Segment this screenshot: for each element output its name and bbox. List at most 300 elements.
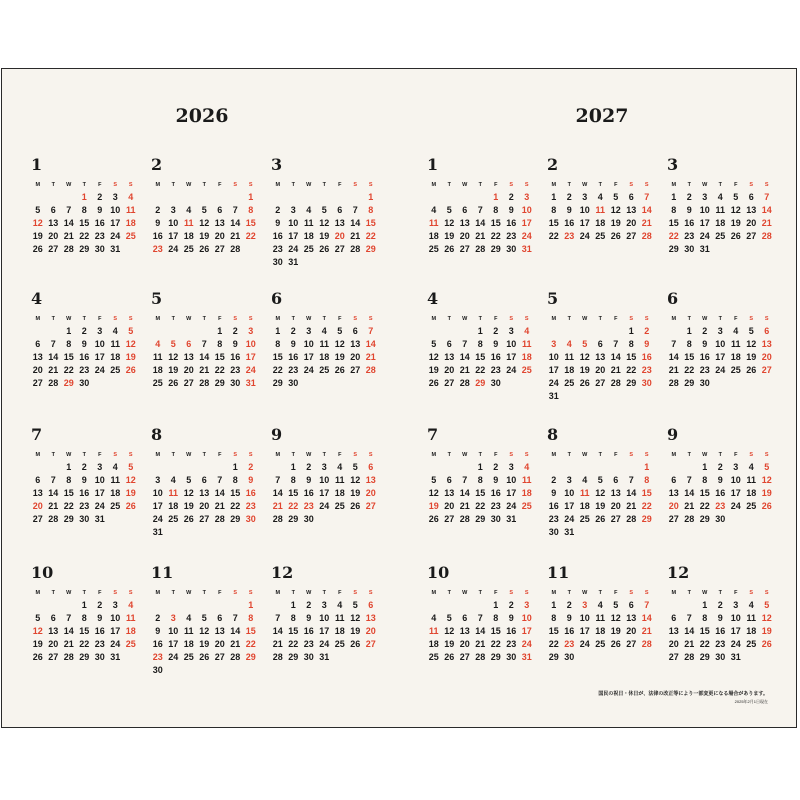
day-cell: 4 bbox=[170, 475, 176, 485]
day-cell: 20 bbox=[350, 352, 361, 362]
empty-cell bbox=[442, 325, 458, 338]
day-grid bbox=[666, 449, 776, 526]
weekday-header: M bbox=[155, 452, 161, 458]
day-cell: 30 bbox=[684, 244, 695, 254]
day-cell: 23 bbox=[506, 231, 517, 241]
day-cell: 7 bbox=[50, 475, 56, 485]
day-cell: 28 bbox=[641, 231, 652, 241]
footnote bbox=[598, 690, 768, 705]
day-cell: 3 bbox=[566, 475, 572, 485]
day-cell: 25 bbox=[319, 365, 330, 375]
day-cell: 20 bbox=[668, 639, 679, 649]
empty-cell bbox=[546, 325, 562, 338]
day-cell: 15 bbox=[230, 488, 241, 498]
day-cell: 18 bbox=[595, 218, 606, 228]
day-cell: 31 bbox=[319, 652, 330, 662]
empty-cell bbox=[181, 325, 197, 338]
day-cell: 10 bbox=[579, 613, 590, 623]
weekday-header: W bbox=[582, 182, 588, 188]
day-cell: 25 bbox=[715, 231, 726, 241]
day-cell: 11 bbox=[715, 205, 725, 215]
day-grid bbox=[270, 587, 380, 664]
day-cell: 23 bbox=[699, 365, 710, 375]
day-cell: 5 bbox=[321, 205, 327, 215]
weekday-header: F bbox=[614, 452, 618, 458]
day-cell: 4 bbox=[337, 600, 343, 610]
empty-cell bbox=[457, 325, 473, 338]
day-cell: 21 bbox=[668, 365, 679, 375]
day-cell: 2 bbox=[248, 462, 254, 472]
empty-cell bbox=[666, 325, 682, 338]
empty-cell bbox=[228, 191, 244, 204]
empty-cell bbox=[286, 191, 302, 204]
day-cell: 12 bbox=[730, 205, 741, 215]
day-cell: 12 bbox=[199, 218, 210, 228]
day-cell: 31 bbox=[288, 257, 299, 267]
day-cell: 14 bbox=[63, 218, 74, 228]
day-cell: 30 bbox=[490, 378, 501, 388]
day-cell: 11 bbox=[428, 626, 439, 636]
weekday-header: T bbox=[171, 590, 175, 596]
weekday-header: S bbox=[113, 182, 118, 188]
weekday-header: M bbox=[155, 590, 161, 596]
empty-cell bbox=[150, 191, 166, 204]
empty-cell bbox=[166, 325, 182, 338]
day-cell: 26 bbox=[428, 378, 439, 388]
weekday-header: T bbox=[687, 316, 691, 322]
weekday-header: F bbox=[734, 316, 738, 322]
day-cell: 19 bbox=[32, 231, 43, 241]
weekday-header: T bbox=[322, 316, 326, 322]
day-cell: 13 bbox=[214, 218, 225, 228]
day-cell: 29 bbox=[641, 514, 652, 524]
day-cell: 1 bbox=[81, 192, 87, 202]
day-cell: 4 bbox=[186, 613, 192, 623]
empty-cell bbox=[61, 599, 77, 612]
day-cell: 8 bbox=[290, 475, 296, 485]
day-cell: 25 bbox=[125, 231, 136, 241]
day-cell: 4 bbox=[186, 205, 192, 215]
day-cell: 5 bbox=[35, 205, 41, 215]
day-cell: 23 bbox=[272, 244, 283, 254]
day-cell: 8 bbox=[493, 205, 499, 215]
weekday-header: T bbox=[291, 316, 295, 322]
day-cell: 9 bbox=[717, 475, 723, 485]
day-cell: 20 bbox=[214, 639, 225, 649]
day-cell: 21 bbox=[199, 365, 210, 375]
weekday-header: S bbox=[764, 182, 769, 188]
empty-cell bbox=[46, 325, 62, 338]
day-cell: 24 bbox=[319, 639, 330, 649]
day-cell: 8 bbox=[628, 339, 634, 349]
day-cell: 10 bbox=[110, 613, 121, 623]
day-cell: 19 bbox=[428, 365, 439, 375]
weekday-header: M bbox=[431, 316, 437, 322]
day-cell: 25 bbox=[334, 639, 345, 649]
day-cell: 26 bbox=[334, 365, 345, 375]
day-cell: 14 bbox=[48, 488, 59, 498]
day-cell: 17 bbox=[303, 352, 314, 362]
day-cell: 15 bbox=[668, 218, 679, 228]
day-cell: 30 bbox=[548, 527, 559, 537]
day-cell: 9 bbox=[566, 205, 572, 215]
weekday-header: S bbox=[524, 182, 529, 188]
day-cell: 1 bbox=[290, 600, 296, 610]
day-cell: 6 bbox=[462, 613, 468, 623]
day-cell: 1 bbox=[671, 192, 677, 202]
day-cell: 6 bbox=[337, 205, 343, 215]
day-cell: 29 bbox=[699, 652, 710, 662]
day-cell: 27 bbox=[668, 652, 679, 662]
weekday-header: F bbox=[494, 452, 498, 458]
day-cell: 24 bbox=[715, 365, 726, 375]
day-cell: 4 bbox=[155, 339, 161, 349]
weekday-header: T bbox=[51, 590, 55, 596]
weekday-header: M bbox=[431, 590, 437, 596]
day-cell: 11 bbox=[125, 205, 136, 215]
month-2026-5 bbox=[150, 289, 260, 390]
day-cell: 12 bbox=[350, 613, 361, 623]
day-cell: 28 bbox=[214, 514, 225, 524]
day-grid bbox=[546, 449, 656, 539]
day-cell: 15 bbox=[684, 352, 695, 362]
day-cell: 4 bbox=[748, 600, 754, 610]
day-cell: 12 bbox=[125, 475, 136, 485]
day-cell: 6 bbox=[201, 475, 207, 485]
day-cell: 6 bbox=[597, 339, 603, 349]
day-cell: 21 bbox=[230, 231, 241, 241]
day-grid bbox=[270, 313, 380, 390]
day-cell: 24 bbox=[152, 514, 163, 524]
weekday-header: M bbox=[155, 316, 161, 322]
day-cell: 30 bbox=[715, 652, 726, 662]
day-cell: 25 bbox=[168, 514, 179, 524]
empty-cell bbox=[332, 191, 348, 204]
empty-cell bbox=[608, 325, 624, 338]
weekday-header: F bbox=[98, 182, 102, 188]
day-cell: 16 bbox=[715, 488, 726, 498]
day-cell: 14 bbox=[272, 626, 283, 636]
weekday-header: S bbox=[749, 182, 754, 188]
day-cell: 17 bbox=[319, 488, 330, 498]
day-cell: 30 bbox=[79, 514, 90, 524]
day-cell: 27 bbox=[626, 231, 637, 241]
day-cell: 2 bbox=[493, 462, 499, 472]
month-number: 2 bbox=[547, 155, 559, 174]
day-cell: 7 bbox=[275, 613, 281, 623]
day-grid bbox=[666, 587, 776, 664]
weekday-header: S bbox=[353, 590, 358, 596]
month-number: 7 bbox=[427, 425, 439, 444]
day-cell: 16 bbox=[303, 488, 314, 498]
day-cell: 8 bbox=[232, 475, 238, 485]
day-cell: 10 bbox=[319, 475, 330, 485]
day-cell: 16 bbox=[303, 626, 314, 636]
month-number: 7 bbox=[31, 425, 43, 444]
weekday-header: M bbox=[551, 452, 557, 458]
day-cell: 31 bbox=[152, 527, 163, 537]
weekday-header: T bbox=[447, 316, 451, 322]
day-cell: 29 bbox=[684, 378, 695, 388]
day-cell: 10 bbox=[319, 613, 330, 623]
day-cell: 12 bbox=[746, 339, 757, 349]
day-cell: 10 bbox=[288, 218, 299, 228]
day-cell: 15 bbox=[475, 488, 486, 498]
day-cell: 2 bbox=[644, 326, 650, 336]
day-cell: 1 bbox=[81, 600, 87, 610]
day-cell: 10 bbox=[715, 339, 726, 349]
weekday-header: W bbox=[306, 182, 312, 188]
month-2027-11 bbox=[546, 563, 656, 664]
day-cell: 31 bbox=[110, 244, 121, 254]
day-cell: 7 bbox=[613, 339, 619, 349]
day-cell: 30 bbox=[94, 652, 105, 662]
weekday-header: W bbox=[66, 452, 72, 458]
day-cell: 19 bbox=[444, 639, 455, 649]
day-cell: 18 bbox=[334, 626, 345, 636]
day-cell: 22 bbox=[79, 639, 90, 649]
day-cell: 10 bbox=[579, 205, 590, 215]
day-cell: 19 bbox=[350, 626, 361, 636]
day-cell: 15 bbox=[63, 352, 74, 362]
day-cell: 16 bbox=[506, 218, 517, 228]
day-cell: 11 bbox=[521, 475, 532, 485]
day-cell: 31 bbox=[245, 378, 256, 388]
day-cell: 2 bbox=[232, 326, 238, 336]
weekday-header: F bbox=[338, 316, 342, 322]
empty-cell bbox=[301, 191, 317, 204]
day-cell: 4 bbox=[748, 462, 754, 472]
weekday-header: T bbox=[718, 316, 722, 322]
day-cell: 1 bbox=[628, 326, 634, 336]
day-cell: 3 bbox=[508, 462, 514, 472]
day-cell: 25 bbox=[303, 244, 314, 254]
weekday-header: T bbox=[718, 452, 722, 458]
weekday-header: W bbox=[582, 452, 588, 458]
weekday-header: W bbox=[702, 452, 708, 458]
day-cell: 21 bbox=[684, 501, 695, 511]
day-cell: 21 bbox=[350, 231, 361, 241]
weekday-header: T bbox=[478, 452, 482, 458]
day-cell: 29 bbox=[626, 378, 637, 388]
day-cell: 29 bbox=[288, 652, 299, 662]
month-2027-8 bbox=[546, 425, 656, 539]
day-cell: 24 bbox=[579, 231, 590, 241]
day-cell: 19 bbox=[610, 626, 621, 636]
day-cell: 12 bbox=[579, 352, 590, 362]
day-cell: 28 bbox=[684, 514, 695, 524]
weekday-header: F bbox=[614, 182, 618, 188]
day-cell: 22 bbox=[365, 231, 376, 241]
day-cell: 2 bbox=[97, 600, 103, 610]
empty-cell bbox=[593, 325, 609, 338]
day-cell: 25 bbox=[730, 365, 741, 375]
footnote-line2: 2025年2月1日現在 bbox=[734, 699, 768, 704]
day-cell: 22 bbox=[63, 501, 74, 511]
day-cell: 1 bbox=[66, 326, 72, 336]
day-cell: 11 bbox=[730, 339, 741, 349]
weekday-header: S bbox=[113, 590, 118, 596]
weekday-header: T bbox=[687, 182, 691, 188]
day-cell: 26 bbox=[595, 514, 606, 524]
day-cell: 15 bbox=[548, 626, 559, 636]
day-cell: 25 bbox=[334, 501, 345, 511]
month-number: 1 bbox=[427, 155, 439, 174]
empty-cell bbox=[426, 325, 442, 338]
month-2026-11 bbox=[150, 563, 260, 677]
day-cell: 6 bbox=[628, 600, 634, 610]
day-cell: 2 bbox=[508, 192, 514, 202]
day-cell: 17 bbox=[288, 231, 299, 241]
day-cell: 21 bbox=[48, 365, 59, 375]
year-title-2027: 2027 bbox=[575, 105, 629, 127]
day-cell: 22 bbox=[699, 501, 710, 511]
day-cell: 13 bbox=[668, 488, 679, 498]
weekday-header: S bbox=[128, 590, 133, 596]
weekday-header: F bbox=[98, 590, 102, 596]
day-cell: 19 bbox=[199, 231, 210, 241]
day-cell: 18 bbox=[334, 488, 345, 498]
day-cell: 18 bbox=[564, 365, 575, 375]
weekday-header: T bbox=[82, 590, 86, 596]
day-cell: 18 bbox=[110, 352, 121, 362]
day-cell: 25 bbox=[183, 652, 194, 662]
day-cell: 23 bbox=[94, 639, 105, 649]
day-cell: 15 bbox=[272, 352, 283, 362]
day-cell: 28 bbox=[272, 514, 283, 524]
month-2026-9 bbox=[270, 425, 380, 526]
day-cell: 29 bbox=[490, 652, 501, 662]
day-cell: 15 bbox=[626, 352, 637, 362]
day-cell: 2 bbox=[551, 475, 557, 485]
empty-cell bbox=[442, 191, 458, 204]
day-cell: 3 bbox=[551, 339, 557, 349]
day-cell: 5 bbox=[128, 462, 134, 472]
calendar-sheet bbox=[1, 68, 797, 728]
day-grid bbox=[666, 313, 776, 390]
day-cell: 26 bbox=[428, 514, 439, 524]
day-cell: 15 bbox=[641, 488, 652, 498]
day-cell: 28 bbox=[230, 652, 241, 662]
day-cell: 11 bbox=[334, 613, 345, 623]
empty-cell bbox=[46, 461, 62, 474]
empty-cell bbox=[61, 191, 77, 204]
day-cell: 10 bbox=[168, 626, 179, 636]
day-cell: 31 bbox=[564, 527, 575, 537]
day-cell: 1 bbox=[290, 462, 296, 472]
month-2027-10 bbox=[426, 563, 536, 664]
day-cell: 9 bbox=[290, 339, 296, 349]
day-cell: 23 bbox=[245, 501, 256, 511]
day-cell: 9 bbox=[97, 205, 103, 215]
day-grid bbox=[150, 313, 260, 390]
weekday-header: M bbox=[431, 452, 437, 458]
weekday-header: F bbox=[494, 182, 498, 188]
empty-cell bbox=[457, 191, 473, 204]
day-cell: 1 bbox=[368, 192, 374, 202]
day-cell: 3 bbox=[733, 600, 739, 610]
day-cell: 16 bbox=[490, 488, 501, 498]
day-cell: 30 bbox=[79, 378, 90, 388]
weekday-header: T bbox=[478, 590, 482, 596]
day-cell: 17 bbox=[564, 501, 575, 511]
day-cell: 21 bbox=[459, 365, 470, 375]
day-cell: 21 bbox=[63, 231, 74, 241]
day-cell: 23 bbox=[230, 365, 241, 375]
day-cell: 12 bbox=[761, 475, 772, 485]
day-cell: 16 bbox=[564, 218, 575, 228]
day-cell: 8 bbox=[477, 475, 483, 485]
day-cell: 16 bbox=[272, 231, 283, 241]
day-cell: 19 bbox=[746, 352, 757, 362]
day-cell: 17 bbox=[152, 501, 163, 511]
day-cell: 18 bbox=[168, 501, 179, 511]
day-cell: 2 bbox=[717, 462, 723, 472]
day-cell: 9 bbox=[306, 613, 312, 623]
day-cell: 20 bbox=[610, 501, 621, 511]
day-grid bbox=[426, 313, 536, 390]
day-cell: 29 bbox=[288, 514, 299, 524]
day-cell: 27 bbox=[334, 244, 345, 254]
day-grid bbox=[426, 587, 536, 664]
day-cell: 15 bbox=[245, 218, 256, 228]
weekday-header: F bbox=[218, 452, 222, 458]
day-cell: 14 bbox=[365, 339, 376, 349]
weekday-header: M bbox=[275, 182, 281, 188]
day-cell: 31 bbox=[699, 244, 710, 254]
weekday-header: W bbox=[462, 452, 468, 458]
day-cell: 11 bbox=[334, 475, 345, 485]
day-cell: 30 bbox=[272, 257, 283, 267]
day-cell: 19 bbox=[761, 488, 772, 498]
day-cell: 25 bbox=[746, 639, 757, 649]
empty-cell bbox=[166, 599, 182, 612]
day-cell: 10 bbox=[94, 475, 105, 485]
day-cell: 4 bbox=[112, 462, 118, 472]
empty-cell bbox=[457, 461, 473, 474]
weekday-header: W bbox=[462, 182, 468, 188]
weekday-header: S bbox=[629, 182, 634, 188]
weekday-header: M bbox=[35, 590, 41, 596]
day-cell: 17 bbox=[94, 488, 105, 498]
day-cell: 4 bbox=[321, 326, 327, 336]
day-cell: 20 bbox=[626, 218, 637, 228]
day-cell: 18 bbox=[428, 639, 439, 649]
day-cell: 20 bbox=[444, 501, 455, 511]
weekday-header: S bbox=[509, 316, 514, 322]
day-cell: 12 bbox=[428, 488, 439, 498]
day-cell: 21 bbox=[761, 218, 772, 228]
day-cell: 8 bbox=[81, 205, 87, 215]
weekday-header: T bbox=[447, 452, 451, 458]
day-cell: 19 bbox=[125, 352, 136, 362]
day-cell: 27 bbox=[365, 639, 376, 649]
day-cell: 28 bbox=[475, 652, 486, 662]
day-cell: 12 bbox=[350, 475, 361, 485]
empty-cell bbox=[473, 599, 489, 612]
weekday-header: S bbox=[368, 316, 373, 322]
day-cell: 28 bbox=[684, 652, 695, 662]
day-cell: 20 bbox=[48, 231, 59, 241]
weekday-header: T bbox=[82, 452, 86, 458]
day-cell: 14 bbox=[610, 352, 621, 362]
day-cell: 27 bbox=[214, 244, 225, 254]
month-2026-8 bbox=[150, 425, 260, 539]
day-cell: 9 bbox=[97, 613, 103, 623]
weekday-header: W bbox=[582, 590, 588, 596]
weekday-header: T bbox=[51, 452, 55, 458]
day-cell: 22 bbox=[272, 365, 283, 375]
